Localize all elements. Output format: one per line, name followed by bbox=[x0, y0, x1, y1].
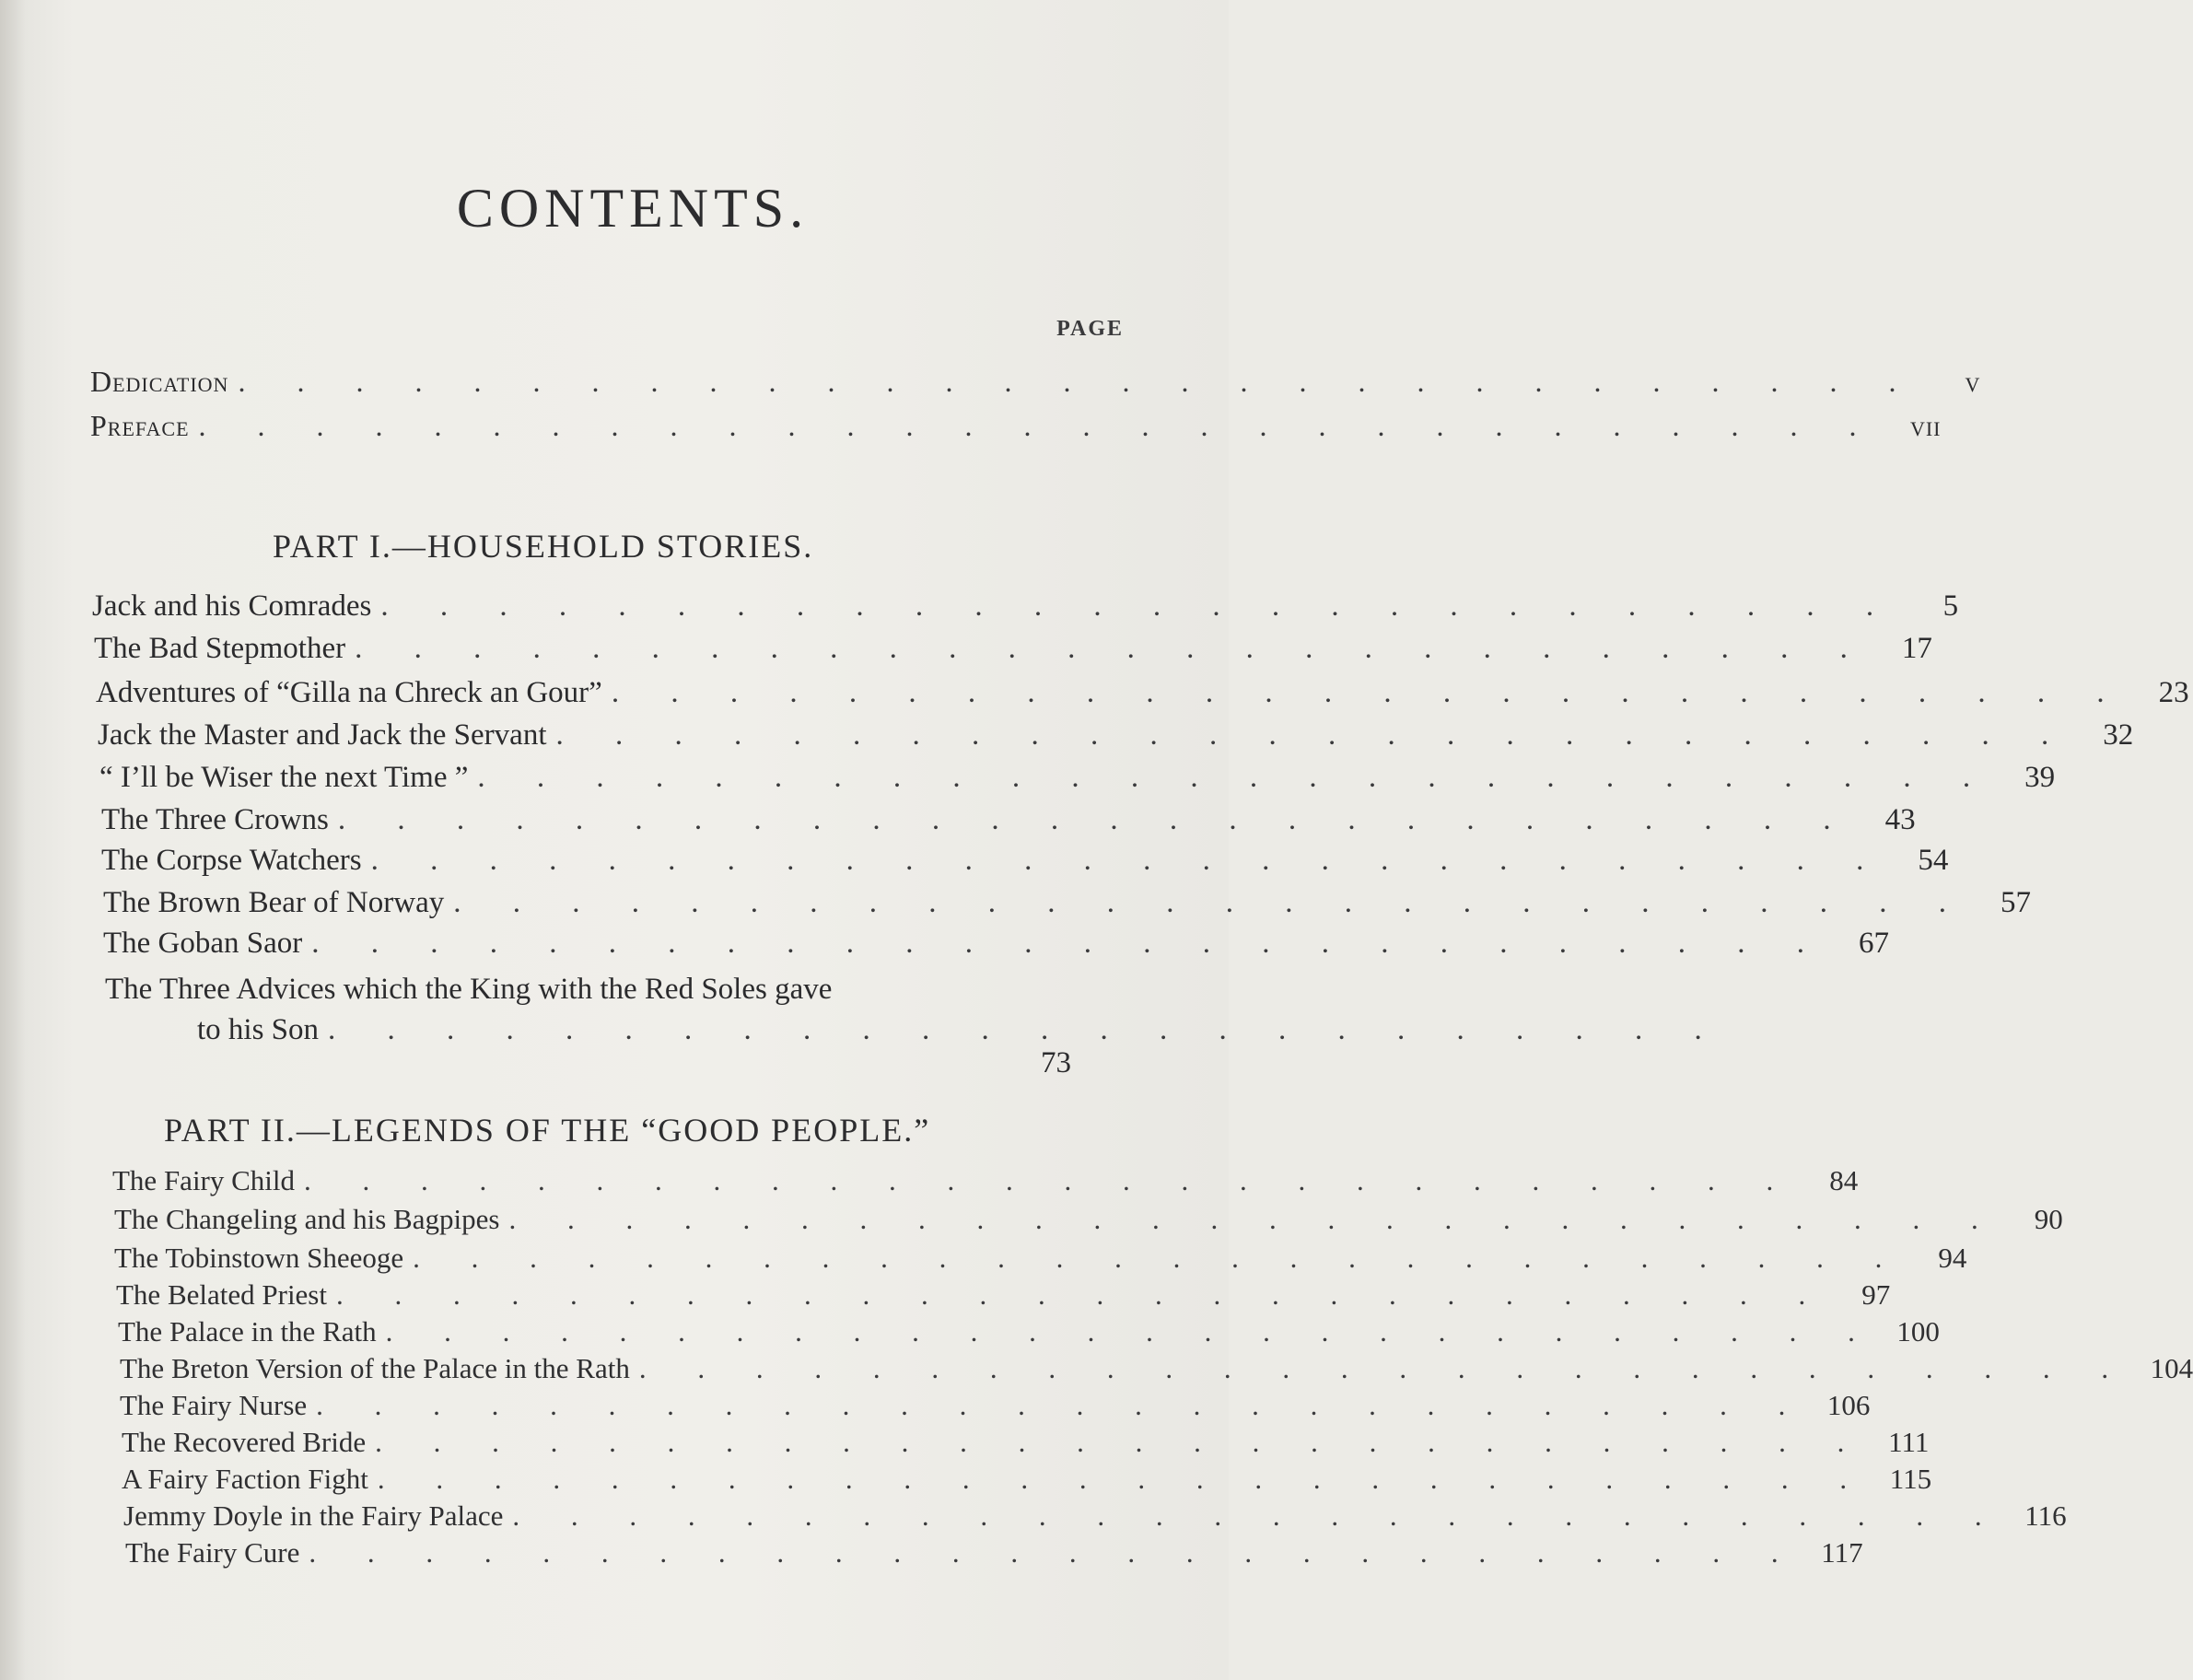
leader-dots: . . . . . . . . . . . . . . . . . . . . . . . . . . bbox=[370, 844, 1886, 877]
leader-dots: . . . . . . . . . . . . . . . . . . . . . . . . . . bbox=[355, 632, 1870, 665]
toc-row bbox=[125, 1536, 1863, 1569]
toc-row bbox=[98, 718, 2134, 752]
leader-dots: . . . . . . . . . . . . . . . . . . . . . . . . . . bbox=[311, 927, 1827, 960]
toc-row-preface bbox=[90, 409, 1942, 443]
toc-page-number: vii bbox=[1909, 409, 1942, 442]
toc-page-number: 57 bbox=[2000, 886, 2031, 919]
leader-dots: . . . . . . . . . . . . . . . . . . . . . . . . . . bbox=[638, 1352, 2131, 1384]
toc-entry-label: The Goban Saor bbox=[103, 927, 303, 960]
toc-entry-label: The Corpse Watchers bbox=[101, 844, 362, 877]
leader-dots: . . . . . . . . . . . . . . . . . . . . . . . . . . . . . bbox=[238, 365, 1919, 398]
toc-page-number: 84 bbox=[1829, 1164, 1859, 1196]
toc-row bbox=[103, 886, 2031, 920]
leader-dots: . . . . . . . . . . . . . . . . . . . . . . . . . . bbox=[316, 1389, 1808, 1421]
toc-row-continued bbox=[197, 1013, 1724, 1047]
toc-row bbox=[123, 1499, 2067, 1533]
toc-row bbox=[101, 803, 1916, 837]
toc-entry-label: “ I’ll be Wiser the next Time ” bbox=[99, 761, 469, 794]
toc-row bbox=[118, 1315, 1940, 1348]
toc-row bbox=[101, 844, 1949, 878]
toc-page-number: 43 bbox=[1884, 803, 1916, 836]
toc-row bbox=[120, 1352, 2193, 1385]
toc-entry-label: The Brown Bear of Norway bbox=[103, 886, 445, 919]
toc-entry-label: The Fairy Child bbox=[112, 1164, 296, 1196]
toc-row bbox=[116, 1278, 1891, 1312]
toc-entry-label: The Belated Priest bbox=[116, 1278, 327, 1311]
toc-row bbox=[103, 927, 1890, 961]
leader-dots: . . . . . . . . . . . . . . . . . . . . . . . . . . bbox=[380, 589, 1896, 623]
toc-page-number: 115 bbox=[1889, 1463, 1932, 1495]
toc-page-number: 23 bbox=[2158, 676, 2189, 709]
leader-dots: . . . . . . . . . . . . . . . . . . . . . . . . bbox=[328, 1013, 1724, 1046]
toc-page-number: 90 bbox=[2034, 1203, 2063, 1235]
leader-dots: . . . . . . . . . . . . . . . . . . . . . . . . . . bbox=[304, 1164, 1796, 1196]
toc-entry-label-line2: to his Son bbox=[197, 1013, 320, 1046]
toc-page-number: 111 bbox=[1888, 1426, 1930, 1458]
toc-page-number: 104 bbox=[2150, 1352, 2193, 1384]
leader-dots: . . . . . . . . . . . . . . . . . . . . . . . . . . bbox=[508, 1203, 2001, 1235]
toc-page-number: 39 bbox=[2024, 761, 2056, 794]
toc-entry-label: A Fairy Faction Fight bbox=[122, 1463, 368, 1495]
leader-dots: . . . . . . . . . . . . . . . . . . . . . . . . . . bbox=[377, 1463, 1870, 1495]
toc-entry-label: Jack the Master and Jack the Servant bbox=[98, 718, 547, 752]
toc-entry-label: The Palace in the Rath bbox=[118, 1315, 377, 1348]
toc-page-number: 17 bbox=[1901, 632, 1932, 665]
toc-entry-label: Jack and his Comrades bbox=[92, 589, 372, 623]
toc-entry-label: The Three Crowns bbox=[101, 803, 329, 836]
toc-page-number: 5 bbox=[1942, 589, 1959, 623]
toc-page-number: 73 bbox=[1041, 1046, 1071, 1079]
leader-dots: . . . . . . . . . . . . . . . . . . . . . . . . . . bbox=[611, 676, 2127, 709]
toc-row bbox=[122, 1426, 1930, 1459]
leader-dots: . . . . . . . . . . . . . . . . . . . . . . . . . . bbox=[413, 1242, 1905, 1274]
toc-page-number: v bbox=[1965, 365, 1981, 398]
leader-dots: . . . . . . . . . . . . . . . . . . . . . . . . . . . . . bbox=[198, 409, 1879, 442]
toc-row bbox=[114, 1242, 1967, 1275]
toc-page-number: 32 bbox=[2103, 718, 2134, 752]
toc-entry-label: Adventures of “Gilla na Chreck an Gour” bbox=[96, 676, 602, 709]
toc-row bbox=[94, 632, 1932, 666]
part-heading: PART I.—HOUSEHOLD STORIES. bbox=[273, 528, 814, 565]
toc-page-number: 117 bbox=[1821, 1536, 1863, 1569]
toc-entry-label: The Fairy Cure bbox=[125, 1536, 300, 1569]
toc-page-number: 97 bbox=[1861, 1278, 1891, 1311]
toc-row bbox=[114, 1203, 2063, 1236]
toc-entry-label: The Breton Version of the Palace in the Rath bbox=[120, 1352, 630, 1384]
toc-page-number: 94 bbox=[1938, 1242, 1967, 1274]
toc-entry-label: The Fairy Nurse bbox=[120, 1389, 308, 1421]
leader-dots: . . . . . . . . . . . . . . . . . . . . . . . . . . bbox=[385, 1315, 1877, 1348]
toc-row bbox=[112, 1164, 1859, 1197]
leader-dots: . . . . . . . . . . . . . . . . . . . . . . . . . . bbox=[375, 1426, 1867, 1458]
page-column-label: PAGE bbox=[1056, 317, 1124, 341]
leader-dots: . . . . . . . . . . . . . . . . . . . . . . . . . . bbox=[336, 1278, 1828, 1311]
leader-dots: . . . . . . . . . . . . . . . . . . . . . . . . . . bbox=[555, 718, 2071, 752]
toc-row bbox=[99, 761, 2056, 795]
leader-dots: . . . . . . . . . . . . . . . . . . . . . . . . . . bbox=[453, 886, 1968, 919]
toc-page-number: 100 bbox=[1896, 1315, 1940, 1348]
toc-page-number: 116 bbox=[2024, 1499, 2067, 1532]
leader-dots: . . . . . . . . . . . . . . . . . . . . . . . . . . bbox=[477, 761, 1993, 794]
toc-entry-label: The Changeling and his Bagpipes bbox=[114, 1203, 500, 1235]
toc-page-number: 54 bbox=[1918, 844, 1949, 877]
toc-entry-label-line1: The Three Advices which the King with the Red Soles gave bbox=[105, 973, 833, 1006]
toc-row-dedication bbox=[90, 365, 1981, 399]
toc-entry-label: Jemmy Doyle in the Fairy Palace bbox=[123, 1499, 504, 1532]
page-title: CONTENTS. bbox=[456, 178, 810, 239]
toc-row bbox=[92, 589, 1959, 624]
toc-row bbox=[120, 1389, 1871, 1422]
toc-entry-label: The Tobinstown Sheeoge bbox=[114, 1242, 404, 1274]
leader-dots: . . . . . . . . . . . . . . . . . . . . . . . . . . bbox=[337, 803, 1853, 836]
toc-entry-label: The Recovered Bride bbox=[122, 1426, 367, 1458]
toc-page-number: 67 bbox=[1859, 927, 1890, 960]
leader-dots: . . . . . . . . . . . . . . . . . . . . . . . . . . bbox=[309, 1536, 1801, 1569]
toc-page-number: 106 bbox=[1826, 1389, 1871, 1421]
toc-row bbox=[96, 676, 2189, 710]
leader-dots: . . . . . . . . . . . . . . . . . . . . . . . . . . bbox=[512, 1499, 2004, 1532]
part-heading: PART II.—LEGENDS OF THE “GOOD PEOPLE.” bbox=[164, 1112, 931, 1149]
toc-entry-label: Dedication bbox=[90, 365, 229, 398]
toc-entry-label: Preface bbox=[90, 409, 190, 442]
toc-entry-label: The Bad Stepmother bbox=[94, 632, 346, 665]
page-gutter-shadow bbox=[0, 0, 26, 1680]
toc-row bbox=[122, 1463, 1932, 1496]
